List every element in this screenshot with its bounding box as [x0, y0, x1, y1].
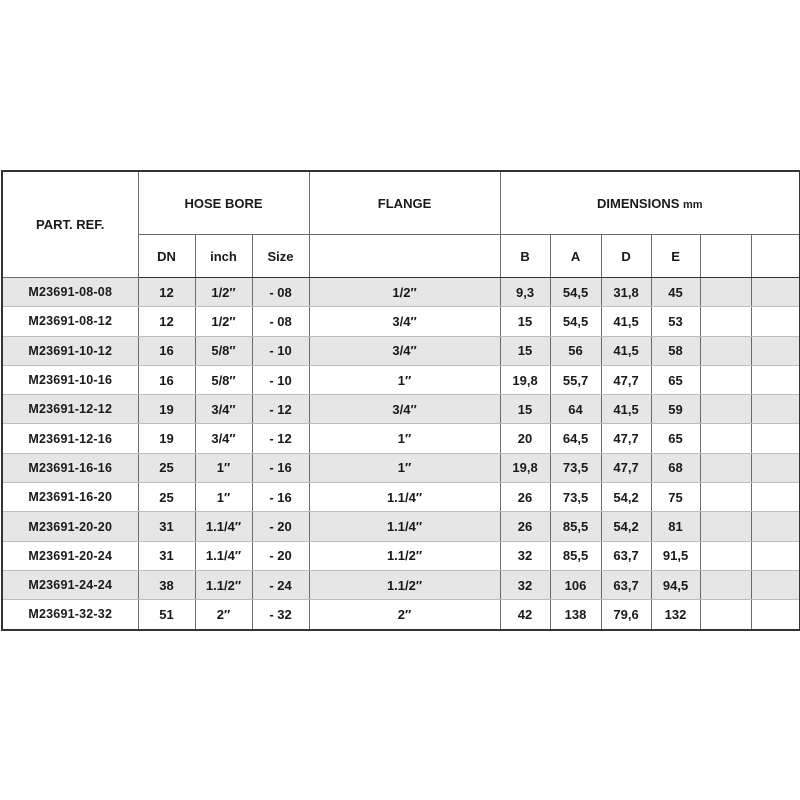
- cell-blank: [751, 365, 800, 394]
- table-row: [2, 541, 800, 570]
- cell-part-ref: M23691-12-12: [2, 395, 138, 424]
- cell-part-ref: M23691-16-20: [2, 483, 138, 512]
- cell-b: 32: [500, 570, 550, 599]
- cell-flange: 1.1/2″: [309, 541, 500, 570]
- cell-part-ref: M23691-20-24: [2, 541, 138, 570]
- cell-blank: [700, 541, 751, 570]
- cell-size: - 20: [252, 541, 309, 570]
- cell-d: 79,6: [601, 600, 651, 630]
- cell-flange: 2″: [309, 600, 500, 630]
- table-row: [2, 278, 800, 307]
- cell-size: - 08: [252, 307, 309, 336]
- cell-blank: [751, 424, 800, 453]
- cell-a: 138: [550, 600, 601, 630]
- cell-size: - 16: [252, 483, 309, 512]
- cell-dn: 19: [138, 395, 195, 424]
- cell-dn: 19: [138, 424, 195, 453]
- header-dimensions: [500, 171, 800, 235]
- header-part-ref: PART. REF.: [2, 171, 138, 278]
- cell-blank: [700, 365, 751, 394]
- cell-flange: 3/4″: [309, 336, 500, 365]
- cell-size: - 16: [252, 453, 309, 482]
- cell-blank: [751, 278, 800, 307]
- header-blank-1: [700, 235, 751, 278]
- cell-inch: 5/8″: [195, 365, 252, 394]
- cell-blank: [751, 512, 800, 541]
- table-row: [2, 307, 800, 336]
- cell-blank: [700, 307, 751, 336]
- cell-flange: 1.1/4″: [309, 483, 500, 512]
- cell-blank: [751, 570, 800, 599]
- cell-e: 132: [651, 600, 700, 630]
- table-row: [2, 512, 800, 541]
- cell-size: - 10: [252, 336, 309, 365]
- cell-flange: 1″: [309, 365, 500, 394]
- cell-flange: 1″: [309, 453, 500, 482]
- cell-d: 47,7: [601, 365, 651, 394]
- header-e: E: [651, 235, 700, 278]
- cell-blank: [751, 307, 800, 336]
- cell-b: 26: [500, 512, 550, 541]
- cell-flange: 1″: [309, 424, 500, 453]
- cell-d: 54,2: [601, 483, 651, 512]
- cell-blank: [700, 336, 751, 365]
- header-dimensions-label: DIMENSIONS: [597, 195, 680, 211]
- cell-e: 53: [651, 307, 700, 336]
- cell-blank: [700, 570, 751, 599]
- table-row: [2, 424, 800, 453]
- cell-dn: 31: [138, 512, 195, 541]
- cell-flange: 3/4″: [309, 395, 500, 424]
- cell-a: 106: [550, 570, 601, 599]
- header-dimensions-unit: mm: [683, 198, 703, 211]
- cell-e: 58: [651, 336, 700, 365]
- cell-a: 85,5: [550, 541, 601, 570]
- header-size: Size: [252, 235, 309, 278]
- cell-blank: [700, 278, 751, 307]
- cell-part-ref: M23691-10-12: [2, 336, 138, 365]
- table-row: [2, 365, 800, 394]
- cell-flange: 3/4″: [309, 307, 500, 336]
- cell-blank: [751, 541, 800, 570]
- cell-blank: [751, 336, 800, 365]
- cell-part-ref: M23691-12-16: [2, 424, 138, 453]
- cell-part-ref: M23691-16-16: [2, 453, 138, 482]
- table-body: [2, 278, 800, 630]
- cell-d: 47,7: [601, 424, 651, 453]
- table-row: [2, 395, 800, 424]
- cell-dn: 51: [138, 600, 195, 630]
- header-a: A: [550, 235, 601, 278]
- cell-size: - 08: [252, 278, 309, 307]
- cell-size: - 24: [252, 570, 309, 599]
- cell-inch: 1″: [195, 453, 252, 482]
- cell-e: 65: [651, 365, 700, 394]
- cell-a: 64,5: [550, 424, 601, 453]
- cell-blank: [700, 395, 751, 424]
- cell-b: 15: [500, 336, 550, 365]
- cell-inch: 2″: [195, 600, 252, 630]
- cell-a: 73,5: [550, 453, 601, 482]
- cell-dn: 12: [138, 278, 195, 307]
- cell-b: 15: [500, 307, 550, 336]
- header-hose-bore: HOSE BORE: [138, 171, 309, 235]
- cell-part-ref: M23691-24-24: [2, 570, 138, 599]
- cell-a: 56: [550, 336, 601, 365]
- cell-d: 41,5: [601, 395, 651, 424]
- cell-dn: 12: [138, 307, 195, 336]
- header-flange: FLANGE: [309, 171, 500, 235]
- cell-a: 54,5: [550, 307, 601, 336]
- table-row: [2, 453, 800, 482]
- cell-size: - 12: [252, 395, 309, 424]
- cell-d: 31,8: [601, 278, 651, 307]
- cell-dn: 38: [138, 570, 195, 599]
- cell-blank: [751, 483, 800, 512]
- cell-a: 85,5: [550, 512, 601, 541]
- cell-inch: 1″: [195, 483, 252, 512]
- cell-blank: [700, 600, 751, 630]
- header-b: B: [500, 235, 550, 278]
- cell-d: 63,7: [601, 541, 651, 570]
- cell-inch: 1.1/4″: [195, 541, 252, 570]
- cell-part-ref: M23691-08-12: [2, 307, 138, 336]
- cell-dn: 31: [138, 541, 195, 570]
- table-row: [2, 570, 800, 599]
- cell-blank: [700, 483, 751, 512]
- cell-e: 45: [651, 278, 700, 307]
- cell-b: 9,3: [500, 278, 550, 307]
- cell-a: 73,5: [550, 483, 601, 512]
- cell-dn: 16: [138, 365, 195, 394]
- cell-b: 42: [500, 600, 550, 630]
- cell-inch: 1/2″: [195, 278, 252, 307]
- cell-flange: 1.1/4″: [309, 512, 500, 541]
- cell-part-ref: M23691-20-20: [2, 512, 138, 541]
- cell-e: 94,5: [651, 570, 700, 599]
- cell-e: 91,5: [651, 541, 700, 570]
- cell-e: 59: [651, 395, 700, 424]
- cell-flange: 1/2″: [309, 278, 500, 307]
- spec-table: [1, 170, 800, 631]
- cell-a: 55,7: [550, 365, 601, 394]
- cell-blank: [751, 395, 800, 424]
- cell-size: - 12: [252, 424, 309, 453]
- cell-dn: 25: [138, 483, 195, 512]
- cell-blank: [700, 424, 751, 453]
- cell-inch: 3/4″: [195, 395, 252, 424]
- cell-blank: [700, 453, 751, 482]
- header-dn: DN: [138, 235, 195, 278]
- cell-blank: [751, 600, 800, 630]
- cell-b: 26: [500, 483, 550, 512]
- cell-e: 68: [651, 453, 700, 482]
- cell-size: - 20: [252, 512, 309, 541]
- cell-a: 64: [550, 395, 601, 424]
- cell-b: 19,8: [500, 365, 550, 394]
- cell-flange: 1.1/2″: [309, 570, 500, 599]
- cell-b: 15: [500, 395, 550, 424]
- cell-inch: 1/2″: [195, 307, 252, 336]
- cell-part-ref: M23691-10-16: [2, 365, 138, 394]
- cell-part-ref: M23691-08-08: [2, 278, 138, 307]
- cell-d: 41,5: [601, 307, 651, 336]
- cell-dn: 16: [138, 336, 195, 365]
- cell-part-ref: M23691-32-32: [2, 600, 138, 630]
- cell-inch: 5/8″: [195, 336, 252, 365]
- cell-dn: 25: [138, 453, 195, 482]
- cell-size: - 10: [252, 365, 309, 394]
- cell-d: 63,7: [601, 570, 651, 599]
- header-flange-blank: [309, 235, 500, 278]
- header-inch: inch: [195, 235, 252, 278]
- header-d: D: [601, 235, 651, 278]
- cell-e: 65: [651, 424, 700, 453]
- cell-blank: [700, 512, 751, 541]
- cell-e: 75: [651, 483, 700, 512]
- table-row: [2, 336, 800, 365]
- cell-inch: 1.1/2″: [195, 570, 252, 599]
- cell-d: 54,2: [601, 512, 651, 541]
- table-header: [2, 171, 800, 278]
- cell-b: 20: [500, 424, 550, 453]
- cell-a: 54,5: [550, 278, 601, 307]
- cell-e: 81: [651, 512, 700, 541]
- cell-inch: 3/4″: [195, 424, 252, 453]
- cell-inch: 1.1/4″: [195, 512, 252, 541]
- cell-d: 47,7: [601, 453, 651, 482]
- cell-b: 19,8: [500, 453, 550, 482]
- cell-size: - 32: [252, 600, 309, 630]
- table-row: [2, 483, 800, 512]
- header-blank-2: [751, 235, 800, 278]
- cell-blank: [751, 453, 800, 482]
- cell-b: 32: [500, 541, 550, 570]
- table-row: [2, 600, 800, 630]
- cell-d: 41,5: [601, 336, 651, 365]
